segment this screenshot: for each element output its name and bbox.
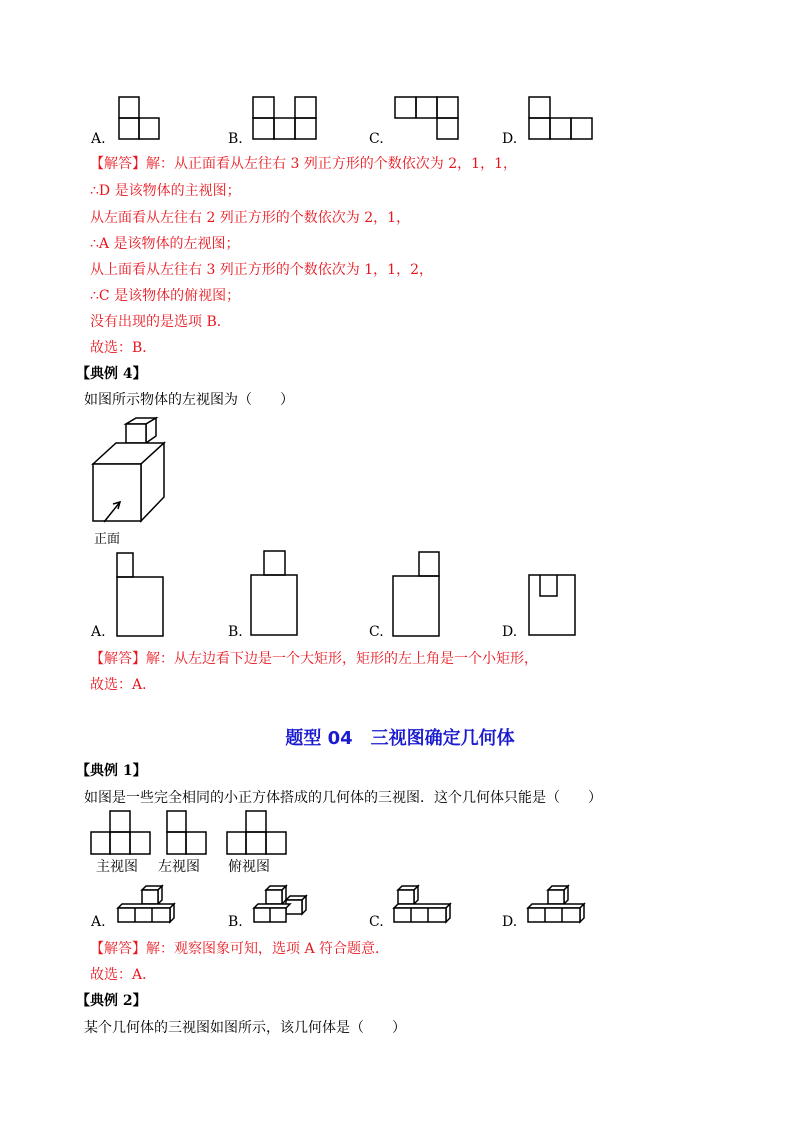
solution-1-line-6: ∴C 是该物体的俯视图；	[90, 288, 241, 304]
ex4-option-d-figure	[528, 574, 578, 638]
example-2-question: 某个几何体的三视图如图所示，该几何体是（ ）	[84, 1020, 406, 1036]
ex1-option-c-label[interactable]: C.	[369, 914, 384, 930]
example-1-choice: 故选：A．	[90, 967, 157, 983]
example-1-question: 如图是一些完全相同的小正方体搭成的几何体的三视图．这个几何体只能是（ ）	[84, 790, 602, 806]
solution-1-line-1	[90, 155, 517, 173]
solution-text: 解：从正面看从左往右 3 列正方形的个数依次为 2，1，1，	[146, 156, 517, 172]
example-1-solution	[90, 940, 389, 958]
option-c-figure	[394, 96, 460, 144]
ex1-option-d-label[interactable]: D.	[502, 914, 518, 930]
solution-1-line-4: ∴A 是该物体的左视图；	[90, 236, 240, 252]
option-a-figure	[118, 96, 162, 144]
top-view-figure	[226, 810, 290, 856]
option-c-label[interactable]: C.	[369, 131, 384, 147]
example-4-question: 如图所示物体的左视图为（ ）	[84, 392, 294, 408]
example-2-label: 【典例 2】	[76, 993, 147, 1009]
option-a-label[interactable]: A.	[91, 131, 106, 147]
solution-tag: 【解答】	[90, 941, 146, 957]
ex1-option-b-label[interactable]: B.	[228, 914, 243, 930]
solution-1-line-8: 故选：B．	[90, 340, 157, 356]
ex1-option-a-label[interactable]: A.	[91, 914, 106, 930]
option-d-label[interactable]: D.	[502, 131, 518, 147]
solution-1-line-5: 从上面看从左往右 3 列正方形的个数依次为 1，1，2，	[90, 262, 433, 278]
solution-text: 解：观察图象可知，选项 A 符合题意．	[146, 941, 390, 957]
solution-1-line-7: 没有出现的是选项 B．	[90, 314, 231, 330]
top-view-caption: 俯视图	[228, 859, 270, 875]
front-view-figure	[90, 810, 154, 856]
solution-text: 解：从左边看下边是一个大矩形，矩形的左上角是一个小矩形，	[146, 651, 538, 667]
example-4-solid-figure	[90, 416, 170, 531]
example-4-solution	[90, 650, 538, 668]
solution-1-line-2: ∴D 是该物体的主视图；	[90, 183, 241, 199]
front-view-caption: 主视图	[96, 859, 138, 875]
left-view-figure	[166, 810, 210, 856]
ex1-option-d-figure	[526, 884, 590, 926]
ex4-option-d-label[interactable]: D.	[502, 624, 518, 640]
ex1-option-c-figure	[392, 884, 456, 926]
option-b-label[interactable]: B.	[228, 131, 243, 147]
front-caption: 正面	[94, 532, 121, 547]
ex4-option-a-figure	[116, 552, 166, 638]
ex4-option-b-figure	[250, 550, 300, 638]
ex4-option-c-figure	[392, 551, 442, 638]
solution-1-line-3: 从左面看从左往右 2 列正方形的个数依次为 2，1，	[90, 210, 411, 226]
example-4-label: 【典例 4】	[76, 366, 147, 382]
ex1-option-b-figure	[250, 884, 314, 926]
ex1-option-a-figure	[116, 884, 180, 926]
ex4-option-a-label[interactable]: A.	[91, 624, 106, 640]
ex4-option-c-label[interactable]: C.	[369, 624, 384, 640]
left-view-caption: 左视图	[158, 859, 200, 875]
ex4-option-b-label[interactable]: B.	[228, 624, 243, 640]
option-b-figure	[252, 96, 318, 144]
example-4-choice: 故选：A．	[90, 677, 157, 693]
example-1-label: 【典例 1】	[76, 763, 147, 779]
section-title: 题型 04 三视图确定几何体	[285, 728, 515, 749]
option-d-figure	[528, 96, 594, 144]
solution-tag: 【解答】	[90, 156, 146, 172]
solution-tag: 【解答】	[90, 651, 146, 667]
